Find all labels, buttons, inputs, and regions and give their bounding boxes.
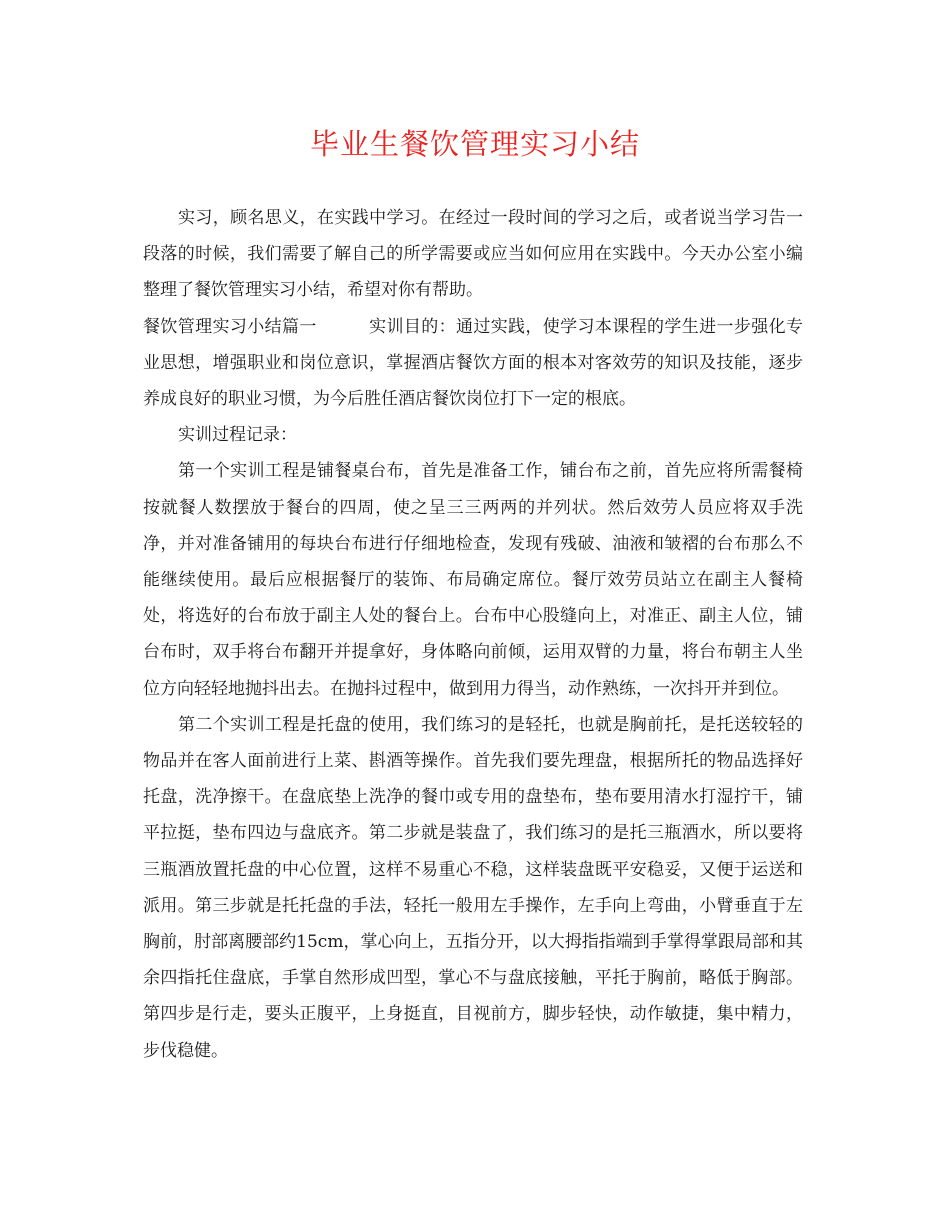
purpose-text: 实训目的：通过实践，使学习本课程的学生进一步强化专业思想，增强职业和岗位意识，掌握酒店餐饮方面的根本对客效劳的知识及技能，逐步养成良好的职业习惯，为今后胜任酒店餐饮岗位打下一定的根底。 [143,316,804,410]
document-title: 毕业生餐饮管理实习小结 [309,127,640,161]
record-heading: 实训过程记录： [178,425,297,446]
document-body [143,200,803,1069]
section-paragraph [143,309,803,418]
section-heading: 餐饮管理实习小结篇一 [143,316,317,337]
intro-paragraph: 实习，顾名思义，在实践中学习。在经过一段时间的学习之后，或者说当学习告一段落的时候，我们需要了解自己的所学需要或应当如何应用在实践中。今天办公室小编整理了餐饮管理实习小结，希望对你有帮助。 [143,208,803,301]
paragraph-table-cloth: 第一个实训工程是铺餐桌台布，首先是准备工作，铺台布之前，首先应将所需餐椅按就餐人数摆放于餐台的四周，使之呈三三两两的并列状。然后效劳人员应将双手洗净，并对准备铺用的每块台布进行仔细地检查，发现有残破、油液和皱褶的台布那么不能继续使用。最后应根据餐厅的装饰、布局确定席位。餐厅效劳员站立在副主人餐椅处，将选好的台布放于副主人处的餐台上。台布中心股缝向上，对准正、副主人位，铺台布时，双手将台布翻开并提拿好，身体略向前倾，运用双臂的力量，将台布朝主人坐位方向轻轻地抛抖出去。在抛抖过程中，做到用力得当，动作熟练，一次抖开并到位。 [143,461,803,699]
paragraph-tray: 第二个实训工程是托盘的使用，我们练习的是轻托，也就是胸前托，是托送较轻的物品并在客人面前进行上菜、斟酒等操作。首先我们要先理盘，根据所托的物品选择好托盘，洗净擦干。在盘底垫上洗净的餐巾或专用的盘垫布，垫布要用清水打湿拧干，铺平拉挺，垫布四边与盘底齐。第二步就是装盘了，我们练习的是托三瓶酒水，所以要将三瓶酒放置托盘的中心位置，这样不易重心不稳，这样装盘既平安稳妥，又便于运送和派用。第三步就是托托盘的手法，轻托一般用左手操作，左手向上弯曲，小臂垂直于左胸前，肘部离腰部约15cm，掌心向上，五指分开，以大拇指指端到手掌得掌跟局部和其余四指托住盘底，手掌自然形成凹型，掌心不与盘底接触，平托于胸前，略低于胸部。第四步是行走，要头正腹平，上身挺直，目视前方，脚步轻快，动作敏捷，集中精力，步伐稳健。 [143,714,803,1061]
